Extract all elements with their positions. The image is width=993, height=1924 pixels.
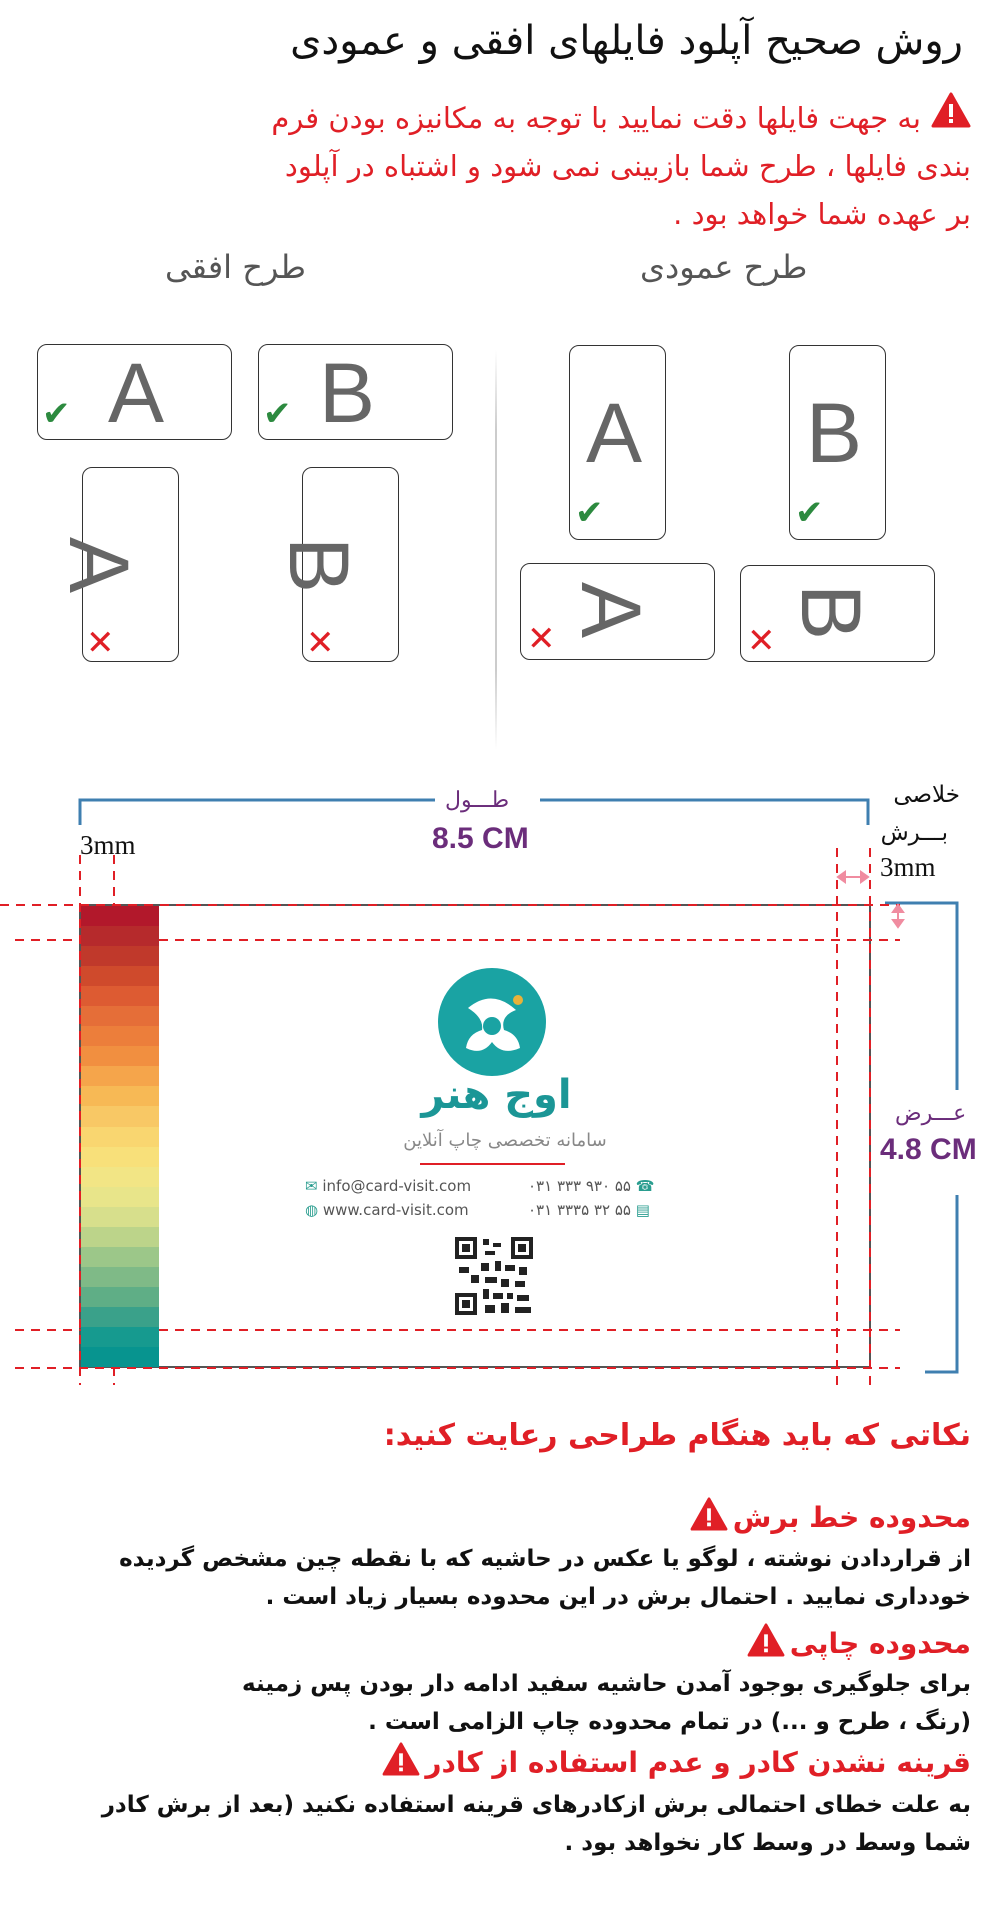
printer-icon: ▤: [635, 1201, 650, 1219]
note-1-body: [31, 1540, 971, 1616]
note-3-body: [31, 1786, 971, 1862]
qr-code-icon: [455, 1237, 533, 1315]
cross-icon: ✕: [86, 623, 115, 663]
note-3-line-1: به علت خطای احتمالی برش ازکادرهای قرینه استفاده نکنید (بعد از برش کادر: [101, 1792, 971, 1818]
color-swatch: [81, 1307, 159, 1327]
left-bleed-value: 3mm: [80, 830, 136, 860]
fax-text: ۰۳۱ ۳۳۳۵ ۳۲ ۵۵: [528, 1201, 631, 1219]
brand-name: اوج هنر: [421, 1072, 572, 1118]
card-letter: B: [272, 536, 367, 594]
note-2-title-text: محدوده چاپی: [789, 1627, 971, 1660]
card-letter: B: [319, 346, 376, 440]
color-swatch: [81, 1247, 159, 1267]
check-icon: ✔: [795, 493, 824, 533]
fax-row: [528, 1201, 650, 1219]
warning-line-3: بر عهده شما خواهد بود .: [673, 197, 971, 231]
color-swatch: [81, 1147, 159, 1167]
cross-icon: ✕: [306, 623, 335, 663]
card-letter: A: [586, 386, 643, 480]
email-text: info@card-visit.com: [322, 1177, 472, 1195]
color-swatch: [81, 1347, 159, 1367]
bleed-value: 3mm: [880, 852, 936, 882]
bleed-label-1: خلاصی: [893, 782, 960, 808]
color-swatch: [81, 1187, 159, 1207]
color-swatch: [81, 1227, 159, 1247]
website-row: [305, 1201, 469, 1219]
card-letter: A: [52, 536, 147, 594]
cross-icon: ✕: [747, 621, 776, 661]
note-2-line-2: (رنگ ، طرح و ...) در تمام محدوده چاپ الزامی است .: [368, 1709, 971, 1735]
color-swatch: [81, 1287, 159, 1307]
horizontal-design-label: طرح افقی: [165, 248, 306, 286]
website-text: www.card-visit.com: [322, 1201, 469, 1219]
color-swatch: [81, 1006, 159, 1026]
envelope-icon: ✉: [305, 1177, 318, 1195]
brand-tagline: سامانه تخصصی چاپ آنلاین: [403, 1130, 607, 1151]
card-letter: B: [806, 386, 863, 480]
globe-icon: ◍: [305, 1201, 319, 1219]
page-title: روش صحیح آپلود فایلهای افقی و عمودی: [290, 18, 963, 64]
warning-icon: [382, 1757, 420, 1776]
cross-icon: ✕: [527, 619, 556, 659]
tagline-underline: [420, 1163, 565, 1165]
note-3-line-2: شما وسط در وسط کار نخواهد بود .: [564, 1830, 971, 1856]
check-icon: ✔: [42, 394, 71, 434]
phone-icon: ☎: [635, 1177, 655, 1195]
color-swatch: [81, 1207, 159, 1227]
color-swatch: [81, 986, 159, 1006]
color-swatch: [81, 1046, 159, 1066]
vertical-design-label: طرح عمودی: [640, 248, 808, 286]
color-swatch: [81, 1167, 159, 1187]
color-swatch: [81, 1267, 159, 1287]
notes-heading: نکاتی که باید هنگام طراحی رعایت کنید:: [383, 1418, 971, 1453]
check-icon: ✔: [575, 493, 604, 533]
check-icon: ✔: [263, 394, 292, 434]
note-1-line-1: از قراردادن نوشته ، لوگو یا عکس در حاشیه که با نقطه چین مشخص گردیده: [119, 1546, 971, 1572]
color-swatch: [81, 1327, 159, 1347]
warning-line-1: به جهت فایلها دقت نمایید با توجه به مکانیزه بودن فرم: [271, 101, 921, 135]
color-swatch: [81, 926, 159, 946]
width-value: 4.8 CM: [880, 1133, 977, 1166]
color-strip: [81, 906, 159, 1367]
email-row: [305, 1177, 471, 1195]
note-1-title: [690, 1497, 971, 1534]
note-3-title-text: قرینه نشدن کادر و عدم استفاده از کادر: [425, 1746, 971, 1779]
bleed-label-2: بـــرش: [880, 820, 948, 846]
note-1-line-2: خودداری نمایید . احتمال برش در این محدوده بسیار زیاد است .: [265, 1584, 971, 1610]
warning-icon: [747, 1638, 785, 1657]
phone-text: ۰۳۱ ۳۳۳ ۹۳۰ ۵۵: [528, 1177, 631, 1195]
card-letter: A: [564, 581, 659, 639]
phone-row: [528, 1177, 654, 1195]
length-label: طـــول: [445, 787, 510, 812]
card-letter: A: [108, 346, 165, 440]
note-2-title: [747, 1623, 971, 1660]
width-label: عـــرض: [895, 1100, 967, 1125]
note-2-line-1: برای جلوگیری بوجود آمدن حاشیه سفید ادامه دار بودن پس زمینه: [242, 1671, 971, 1697]
length-value: 8.5 CM: [432, 822, 529, 855]
brand-logo-icon: [438, 968, 546, 1076]
warning-line-2: بندی فایلها ، طرح شما بازبینی نمی شود و اشتباه در آپلود: [284, 149, 971, 183]
color-swatch: [81, 1026, 159, 1046]
note-1-title-text: محدوده خط برش: [732, 1501, 971, 1534]
note-2-body: [31, 1665, 971, 1741]
note-3-title: [382, 1742, 971, 1779]
color-swatch: [81, 966, 159, 986]
card-letter: B: [784, 583, 879, 641]
warning-icon: [690, 1512, 728, 1531]
color-swatch: [81, 906, 159, 926]
color-swatch: [81, 946, 159, 966]
color-swatch: [81, 1127, 159, 1147]
